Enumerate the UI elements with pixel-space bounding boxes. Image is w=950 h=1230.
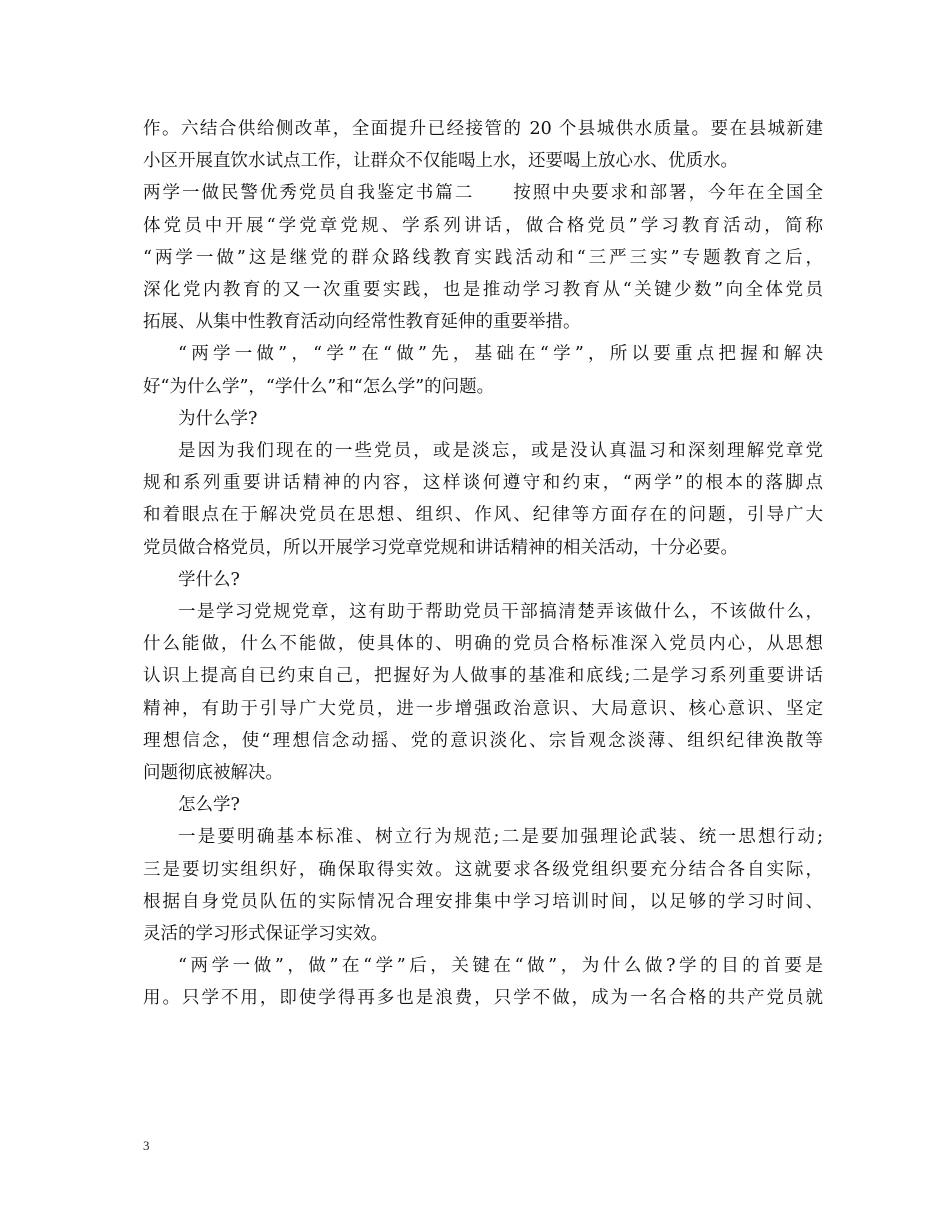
text-line: 三是要切实组织好，确保取得实效。这就要求各级党组织要充分结合各自实际， <box>143 859 823 880</box>
section-heading: 怎么学? <box>178 795 240 816</box>
text-line: 用。只学不用，即使学得再多也是浪费，只学不做，成为一名合格的共产党员就 <box>143 988 823 1009</box>
text-line: 好“为什么学”，“学什么”和“怎么学”的问题。 <box>143 376 495 397</box>
text-line: 一是学习党规党章，这有助于帮助党员干部搞清楚弄该做什么，不该做什么， <box>178 602 823 623</box>
text-line: 问题彻底被解决。 <box>143 763 283 784</box>
text-line: 规和系列重要讲话精神的内容，这样谈何遵守和约束，“两学”的根本的落脚点 <box>143 473 823 494</box>
section-heading: 为什么学? <box>178 408 258 429</box>
section-heading: 学什么? <box>178 569 240 590</box>
text-line: 两学一做民警优秀党员自我鉴定书篇二 按照中央要求和部署，今年在全国全 <box>143 183 823 204</box>
text-line: “两学一做”，做”在“学”后，关键在“做”，为什么做?学的目的首要是 <box>178 956 823 977</box>
text-line: 作。六结合供给侧改革，全面提升已经接管的 20 个县城供水质量。要在县城新建 <box>143 119 823 139</box>
text-line: 理想信念，使“理想信念动摇、党的意识淡化、宗旨观念淡薄、组织纪律涣散等 <box>143 730 823 751</box>
text-line: “两学一做”这是继党的群众路线教育实践活动和“三严三实”专题教育之后， <box>143 247 823 268</box>
page-number: 3 <box>143 1138 150 1153</box>
text-line: 小区开展直饮水试点工作，让群众不仅能喝上水，还要喝上放心水、优质水。 <box>143 151 738 172</box>
text-line: 一是要明确基本标准、树立行为规范;二是要加强理论武装、统一思想行动; <box>178 827 823 848</box>
text-line: 根据自身党员队伍的实际情况合理安排集中学习培训时间，以足够的学习时间、 <box>143 891 823 912</box>
text-line: 灵活的学习形式保证学习实效。 <box>143 924 388 945</box>
text-line: 认识上提高自已约束自己，把握好为人做事的基准和底线;二是学习系列重要讲话 <box>143 666 823 687</box>
text-line: 拓展、从集中性教育活动向经常性教育延伸的重要举措。 <box>143 312 581 333</box>
text-line: 什么能做，什么不能做，使具体的、明确的党员合格标准深入党员内心，从思想 <box>143 634 823 655</box>
text-line: 是因为我们现在的一些党员，或是淡忘，或是没认真温习和深刻理解党章党 <box>178 441 823 462</box>
text-line: 体党员中开展“学党章党规、学系列讲话，做合格党员”学习教育活动，简称 <box>143 215 823 236</box>
text-line: 和着眼点在于解决党员在思想、组织、作风、纪律等方面存在的问题，引导广大 <box>143 505 823 526</box>
text-line: 深化党内教育的又一次重要实践，也是推动学习教育从“关键少数”向全体党员 <box>143 280 823 301</box>
text-line: “两学一做”，“学”在“做”先，基础在“学”，所以要重点把握和解决 <box>178 344 823 365</box>
text-line: 党员做合格党员，所以开展学习党章党规和讲话精神的相关活动，十分必要。 <box>143 537 738 558</box>
text-line: 精神，有助于引导广大党员，进一步增强政治意识、大局意识、核心意识、坚定 <box>143 698 823 719</box>
document-body <box>143 113 823 1015</box>
